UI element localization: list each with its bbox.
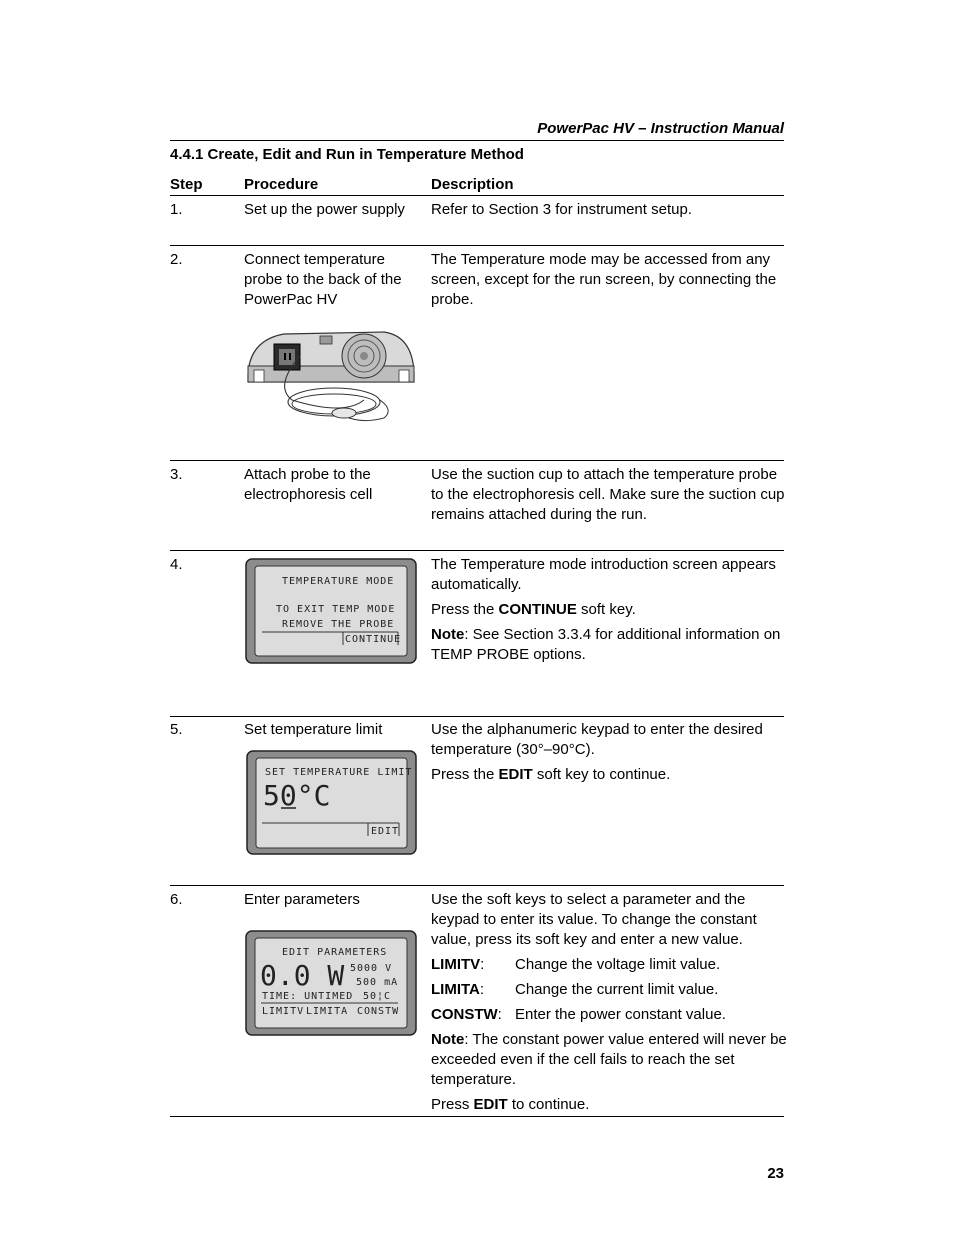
note-text: : The constant power value entered will never be exceeded even if the cell fails to reach the set temperature. <box>431 1031 787 1088</box>
lcd-time: TIME: UNTIMED <box>262 991 354 1002</box>
lcd-set-temperature-screen <box>246 750 417 855</box>
table-header-rule <box>170 195 784 196</box>
step-number: 3. <box>170 466 183 483</box>
note-text: : See Section 3.3.4 for additional information on TEMP PROBE options. <box>431 626 781 663</box>
col-header-step: Step <box>170 176 203 193</box>
param-text: Change the voltage limit value. <box>515 956 721 973</box>
description-instruction <box>431 1095 787 1115</box>
lcd-temp-limit: 50¦C <box>363 991 392 1002</box>
instruction-text: Press the <box>431 601 499 618</box>
description-block <box>431 720 787 790</box>
param-key: LIMITA <box>431 981 480 998</box>
lcd-line1: TEMPERATURE MODE <box>282 576 395 587</box>
lcd-softkey-limitv: LIMITV <box>262 1006 305 1017</box>
lcd-power-value: 0.0 W <box>260 959 345 992</box>
instruction-text: Press <box>431 1096 474 1113</box>
table-bottom-rule <box>170 1116 784 1117</box>
description-text: Use the soft keys to select a parameter and the keypad to enter its value. To change the constant value, press its soft key and enter a new value. <box>431 891 757 948</box>
continue-key-name: CONTINUE <box>498 601 577 618</box>
lcd-line1: SET TEMPERATURE LIMIT <box>265 767 413 778</box>
description-text: Use the alphanumeric keypad to enter the desired temperature (30°–90°C). <box>431 721 763 758</box>
col-header-description: Description <box>431 176 514 193</box>
step-number: 6. <box>170 891 183 908</box>
col-header-procedure: Procedure <box>244 176 319 193</box>
param-key: CONSTW <box>431 1006 498 1023</box>
step-number: 2. <box>170 251 183 268</box>
param-limita: LIMITA: Change the current limit value. <box>431 981 719 998</box>
lcd-temperature-mode-screen <box>245 558 417 664</box>
description-block <box>431 890 787 1120</box>
page-number: 23 <box>767 1165 784 1182</box>
lcd-current: 500 mA <box>356 977 399 988</box>
lcd-voltage: 5000 V <box>350 963 393 974</box>
powerpac-probe-illustration <box>244 326 419 428</box>
note <box>431 1030 787 1090</box>
param-text: Change the current limit value. <box>515 981 719 998</box>
edit-key-name: EDIT <box>498 766 533 783</box>
param-limitv: LIMITV: Change the voltage limit value. <box>431 956 721 973</box>
note-label: Note <box>431 1031 465 1048</box>
description-text: The Temperature mode may be accessed from any screen, except for the run screen, by connecting the probe. <box>431 251 777 308</box>
note <box>431 625 787 665</box>
edit-key-name: EDIT <box>473 1096 508 1113</box>
row-rule <box>170 716 784 717</box>
row-rule <box>170 885 784 886</box>
instruction-text: Press the <box>431 766 499 783</box>
header-rule <box>170 140 784 141</box>
description-text: Refer to Section 3 for instrument setup. <box>431 201 692 218</box>
procedure-text: Set temperature limit <box>244 721 383 738</box>
lcd-line3: REMOVE THE PROBE <box>282 619 395 630</box>
step-number: 4. <box>170 556 183 573</box>
param-key: LIMITV <box>431 956 481 973</box>
instruction-text: soft key to continue. <box>532 766 671 783</box>
instruction-text: soft key. <box>576 601 636 618</box>
procedure-text: Enter parameters <box>244 891 360 908</box>
description-text: Use the suction cup to attach the temperature probe to the electrophoresis cell. Make sure the suction cup remains attached during the run. <box>431 466 785 523</box>
row-rule <box>170 550 784 551</box>
step-number: 1. <box>170 201 183 218</box>
param-text: Enter the power constant value. <box>515 1006 726 1023</box>
procedure-text: Connect temperature probe to the back of the PowerPac HV <box>244 251 402 308</box>
description-block <box>431 555 787 670</box>
param-constw: CONSTW: Enter the power constant value. <box>431 1006 726 1023</box>
procedure-text: Attach probe to the electrophoresis cell <box>244 466 373 503</box>
row-rule <box>170 460 784 461</box>
lcd-softkey-continue: CONTINUE <box>345 634 402 645</box>
lcd-edit-parameters-screen <box>245 930 417 1036</box>
row-rule <box>170 245 784 246</box>
running-header: PowerPac HV – Instruction Manual <box>537 120 784 137</box>
description-instruction <box>431 600 787 620</box>
procedure-text: Set up the power supply <box>244 201 405 218</box>
section-title: 4.4.1 Create, Edit and Run in Temperature Method <box>170 146 524 163</box>
note-label: Note <box>431 626 465 643</box>
lcd-softkey-constw: CONSTW <box>357 1006 400 1017</box>
lcd-line2: TO EXIT TEMP MODE <box>276 604 396 615</box>
instruction-text: to continue. <box>507 1096 590 1113</box>
description-text: The Temperature mode introduction screen appears automatically. <box>431 556 776 593</box>
lcd-line1: EDIT PARAMETERS <box>282 947 388 958</box>
lcd-temperature-value: 50°C <box>263 779 331 812</box>
description-instruction <box>431 765 787 785</box>
lcd-softkey-limita: LIMITA <box>306 1006 349 1017</box>
lcd-softkey-edit: EDIT <box>371 826 400 837</box>
step-number: 5. <box>170 721 183 738</box>
